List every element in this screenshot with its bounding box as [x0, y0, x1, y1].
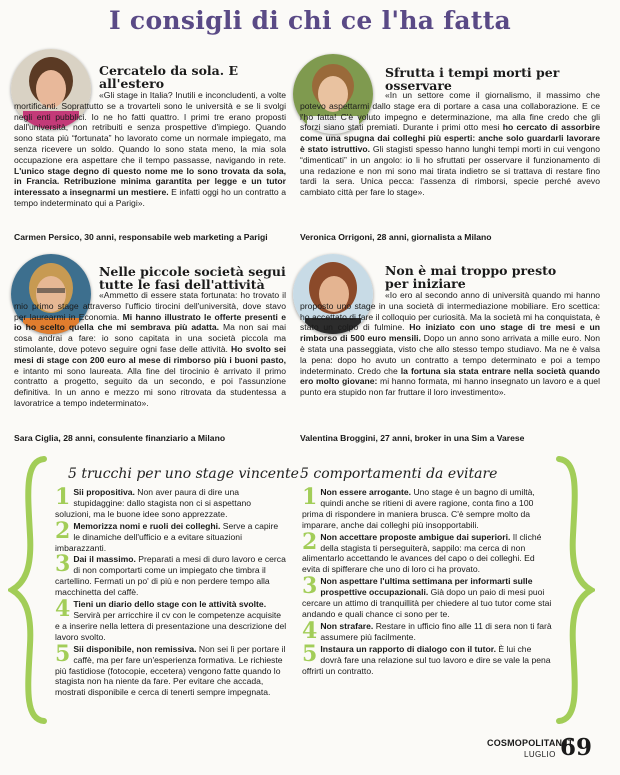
testimonial-title: Cercatelo da sola. E all'estero [99, 63, 239, 91]
testimonial-title: Non è mai troppo presto per iniziare [385, 263, 557, 291]
testimonial-title: Sfrutta i tempi morti per osservare [385, 65, 560, 93]
tips-left-list [55, 484, 287, 699]
tip-heading: Non strafare. [320, 620, 374, 631]
testimonial-signature: Valentina Broggini, 27 anni, broker in una Sim a Varese [300, 433, 525, 443]
tip-item [302, 528, 552, 576]
tip-heading: Non aspettare l'ultima settimana per informarti sulle prospettive occupazionali. [320, 576, 533, 598]
footer-month: LUGLIO [524, 750, 556, 759]
tip-text: Già dopo un paio di mesi puoi cercare un attimo di tranquillità per chiedere al tuo tutor come stai andando e quali chance ci sono per te. [302, 587, 552, 619]
testimonial-body: «In un settore come il giornalismo, il massimo che potevo aspettarmi dallo stage era di portare a casa una collaborazione. E ce l'ho fatta! C'è voluto impegno e determinazione, ma alla fine credo che gli sforzi siano stati premiati. Durante i primi otto mesi ho cercato di assorbire come una spugna dai colleghi più esperti: anche solo guardarli lavorare è stato istruttivo. Gli stagisti spesso hanno lunghi tempi morti in cui vengono “dimenticati” in un angolo: io li ho sfruttati per osservare il funzionamento di una redazione e non mi sono mai tirata indietro se si trattava di restare fino tardi la sera. Unica pecca: l'assenza di rimborsi, specie perché avevo cambiato città per fare lo stage». [300, 90, 600, 198]
tip-text: Uno stage è un bagno di umiltà, quindi anche se ritieni di avere ragione, conta fino a 100 prima di rispondere in maniera brusca. C'è sempre molto da imparare, anche dai colleghi più insopportabili. [302, 487, 535, 530]
tips-right-heading: 5 comportamenti da evitare [300, 466, 498, 482]
tip-heading: Dai il massimo. [73, 554, 136, 565]
tip-heading: Non accettare proposte ambigue dai superiori. [320, 531, 511, 542]
tip-heading: Memorizza nomi e ruoli dei colleghi. [73, 520, 221, 531]
tip-number: 1 [302, 484, 318, 510]
tip-item [55, 517, 287, 554]
tip-number: 2 [55, 517, 71, 544]
page-number: 69 [560, 734, 593, 761]
tip-item [55, 484, 287, 520]
tip-text: Restare in ufficio fino alle 11 di sera non ti farà assumere più facilmente. [320, 620, 552, 642]
tip-text: È lui che dovrà fare una relazione sul tuo lavoro e dire se vale la pena offrirti un contratto. [302, 643, 551, 676]
tip-item [302, 573, 552, 620]
tip-number: 3 [55, 551, 71, 578]
tip-heading: Sii disponibile, non remissiva. [73, 643, 197, 654]
testimonial-signature: Carmen Persico, 30 anni, responsabile web marketing a Parigi [14, 232, 268, 242]
tips-right-list [302, 484, 552, 677]
testimonial-body: «Gli stage in Italia? Inutili e inconcludenti, a volte mortificanti. Soprattutto se a trovarteli sono le università e se li svolgi negli enti pubblici. Io ne ho fatti quattro. I primi tre erano proposti dall'università, non retribuiti e senza prospettive d'impiego. Quando sono stata più “fortunata” ho lavorato come un normale impiegato, ma senza ricevere un soldo. Quando lo sono stata meno, la mia sola occupazione era aspettare che il tempo passasse, navigando in rete. L'unico stage degno di questo nome me lo sono trovata da sola, in Francia. Retribuzione minima garantita per legge e un tutor interessato a insegnarmi un mestiere. E infatti oggi ho un contratto a tempo indeterminato qui a Parigi». [14, 90, 286, 208]
tip-text: Non aver paura di dire una stupidaggine: dallo stagista non ci si aspettano soluzioni, ma le buone idee sono apprezzate. [55, 487, 252, 519]
tips-left-heading: 5 trucchi per uno stage vincente [68, 466, 299, 482]
testimonial-title: Nelle piccole società segui tutte le fasi dell'attività [99, 264, 286, 292]
tip-heading: Tieni un diario dello stage con le attività svolte. [73, 599, 267, 610]
tip-item [302, 484, 552, 531]
tip-number: 1 [55, 484, 71, 510]
tip-item [55, 551, 287, 598]
tip-item [302, 640, 552, 677]
tip-number: 3 [302, 573, 318, 600]
tip-number: 5 [55, 640, 71, 667]
tip-text: Servirà per arricchire il cv con le competenze acquisite e a inserire nella lettera di presentazione una descrizione del lavoro svolto. [55, 609, 287, 642]
tip-text: Il cliché della stagista ti perseguiterà, sappilo: ma cerca di non alimentarlo accettando le avances del capo o dei colleghi. Ed evita di spifferare che uno di loro ci ha provato. [302, 531, 542, 575]
tip-text: Preparati a mesi di duro lavoro e cerca di non comportarti come un impiegato che timbra il cartellino. Fermati un po' di più e non perdere tempo alla macchinetta del caffè. [55, 554, 286, 598]
tip-heading: Non essere arrogante. [320, 487, 412, 497]
testimonial-signature: Veronica Orrigoni, 28 anni, giornalista a Milano [300, 232, 492, 242]
tip-number: 5 [302, 640, 318, 667]
tip-number: 2 [302, 528, 318, 555]
tip-number: 4 [55, 596, 71, 623]
footer-brand: COSMOPOLITAN.IT [487, 738, 574, 748]
tip-item [55, 596, 287, 643]
tip-item [55, 640, 287, 699]
tip-heading: Sii propositiva. [73, 487, 135, 497]
tip-text: Serve a capire le dinamiche dell'ufficio e a evitare situazioni imbarazzanti. [55, 520, 279, 553]
testimonial-body: «Ammetto di essere stata fortunata: ho trovato il mio primo stage attraverso l'ufficio tirocini dell'università, dove stavo per laurearmi in Economia. Mi hanno illustrato le offerte presenti e io ho scelto quella che mi sembrava più adatta. Ma non sai mai cosa andrai a fare: io sono capitata in una società piccola ma stimolante, dove potevo seguire ogni fase delle attività. Ho svolto sei mesi di stage con 200 euro al mese di rimborso più i buoni pasto, e intanto mi sono laureata. Alla fine del tirocinio è arrivato il primo contratto a progetto, seguito da un secondo, e poi l'assunzione definitiva. In un anno e mezzo mi sono ritrovata da studentessa a lavoratrice a tempo indeterminato». [14, 290, 287, 408]
tip-text: Non sei lì per portare il caffè, ma per fare un'esperienza formativa. Le richieste più fastidiose (fotocopie, eccetera) vengono fatte quando lo stagista non ha niente da fare. Per evitare che accada, mostrati disponibile e cerca di tenerti sempre impegnata. [55, 643, 286, 698]
right-brace-decoration [555, 455, 595, 725]
tip-item [302, 617, 552, 644]
testimonial-signature: Sara Ciglia, 28 anni, consulente finanziario a Milano [14, 433, 226, 443]
left-brace-decoration [8, 455, 48, 725]
testimonial-body: «Io ero al secondo anno di università quando mi hanno proposto uno stage in una società di intermediazione mobiliare. Ero scettica: ho accettato di fare il colloquio per curiosità. Ma la società mi ha conquistata, è stato un colpo di fulmine. Ho iniziato con uno stage di tre mesi e un rimborso di 500 euro mensili. Dopo un anno sono arrivata a mille euro. Non è stata una passeggiata, visto che allo stesso tempo studiavo. Ma ne è valsa la pena: dopo ho avuto un contratto a tempo determinato e poi a tempo indeterminato. Credo che la fortuna sia stata entrare nella società quando ero molto giovane: mi hanno formata, mi hanno insegnato un lavoro e a quel punto era stupido non far fruttare il loro investimento». [300, 290, 600, 398]
tip-heading: Instaura un rapporto di dialogo con il tutor. [320, 643, 497, 654]
page-title: I consigli di chi ce l'ha fatta [108, 6, 512, 35]
tip-number: 4 [302, 617, 318, 644]
